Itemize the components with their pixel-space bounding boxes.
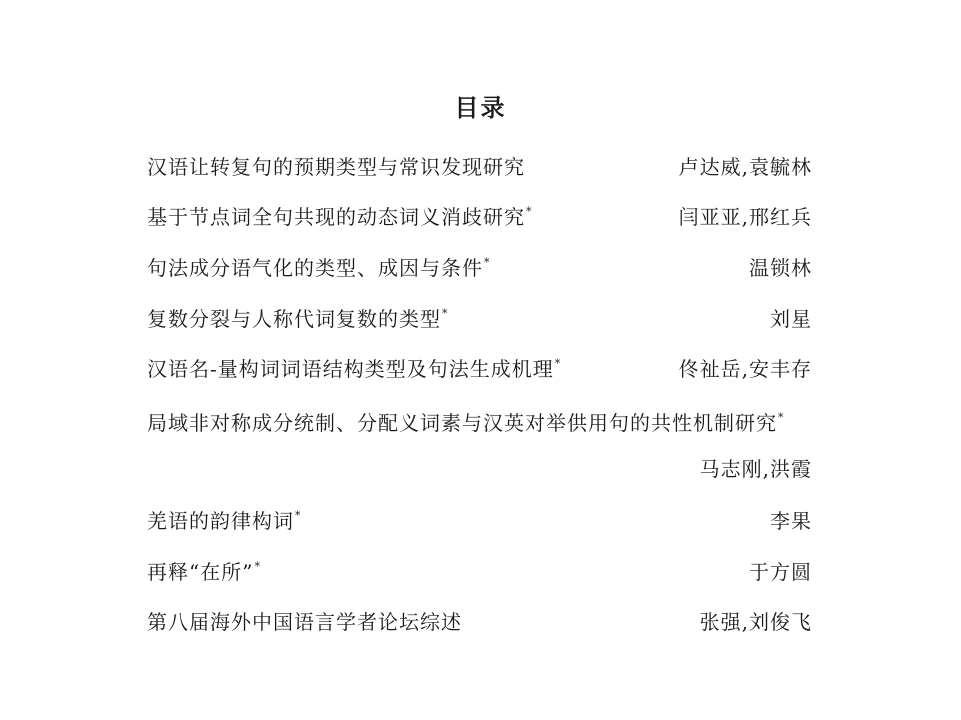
footnote-mark: * [484, 255, 491, 269]
toc-entry[interactable] [147, 595, 812, 646]
entry-title-text: 汉语名-量构词词语结构类型及句法生成机理 [147, 357, 554, 382]
entry-title-text: 句法成分语气化的类型、成因与条件 [147, 255, 483, 280]
entry-title [147, 201, 533, 230]
entry-author: 卢达威,袁毓林 [678, 154, 812, 179]
entry-author: 马志刚,洪霞 [699, 456, 812, 481]
entry-title [147, 606, 463, 635]
footnote-mark: * [295, 508, 302, 522]
entry-author: 李果 [770, 508, 812, 533]
toc-entry[interactable] [147, 292, 812, 343]
entry-author: 张强,刘俊飞 [699, 610, 812, 635]
entry-title-text: 羌语的韵律构词 [147, 508, 294, 533]
entry-author: 于方圆 [749, 559, 812, 584]
entry-author: 闫亚亚,邢红兵 [678, 205, 812, 230]
footnote-mark: * [442, 306, 449, 320]
entry-title [147, 252, 491, 281]
toc-entry[interactable] [147, 191, 812, 242]
entry-title [147, 303, 449, 332]
entry-title-text: 汉语让转复句的预期类型与常识发现研究 [147, 154, 525, 179]
entry-author: 刘星 [770, 306, 812, 331]
entry-title [147, 393, 812, 444]
entry-title-text: 复数分裂与人称代词复数的类型 [147, 306, 441, 331]
entry-title [147, 151, 526, 180]
entry-title [147, 505, 302, 534]
entry-title-text: 基于节点词全句共现的动态词义消歧研究 [147, 205, 525, 230]
footnote-mark: * [778, 410, 785, 424]
entry-title [147, 556, 261, 585]
entry-title-text: 再释“在所” [147, 559, 254, 584]
toc-entry[interactable] [147, 241, 812, 292]
footnote-mark: * [526, 205, 533, 219]
toc-entry[interactable] [147, 545, 812, 596]
footnote-mark: * [254, 559, 261, 573]
entry-title [147, 353, 561, 382]
toc-list [147, 140, 812, 646]
toc-entry[interactable] [147, 140, 812, 191]
toc-entry[interactable] [147, 393, 812, 494]
entry-title-text: 局域非对称成分统制、分配义词素与汉英对举供用句的共性机制研究 [147, 410, 777, 435]
toc-entry[interactable] [147, 342, 812, 393]
entry-author: 温锁林 [749, 255, 812, 280]
toc-heading: 目录 [454, 94, 507, 122]
footnote-mark: * [554, 357, 562, 371]
entry-title-text: 第八届海外中国语言学者论坛综述 [147, 610, 462, 635]
entry-author: 佟祉岳,安丰存 [678, 357, 812, 382]
toc-entry[interactable] [147, 494, 812, 545]
